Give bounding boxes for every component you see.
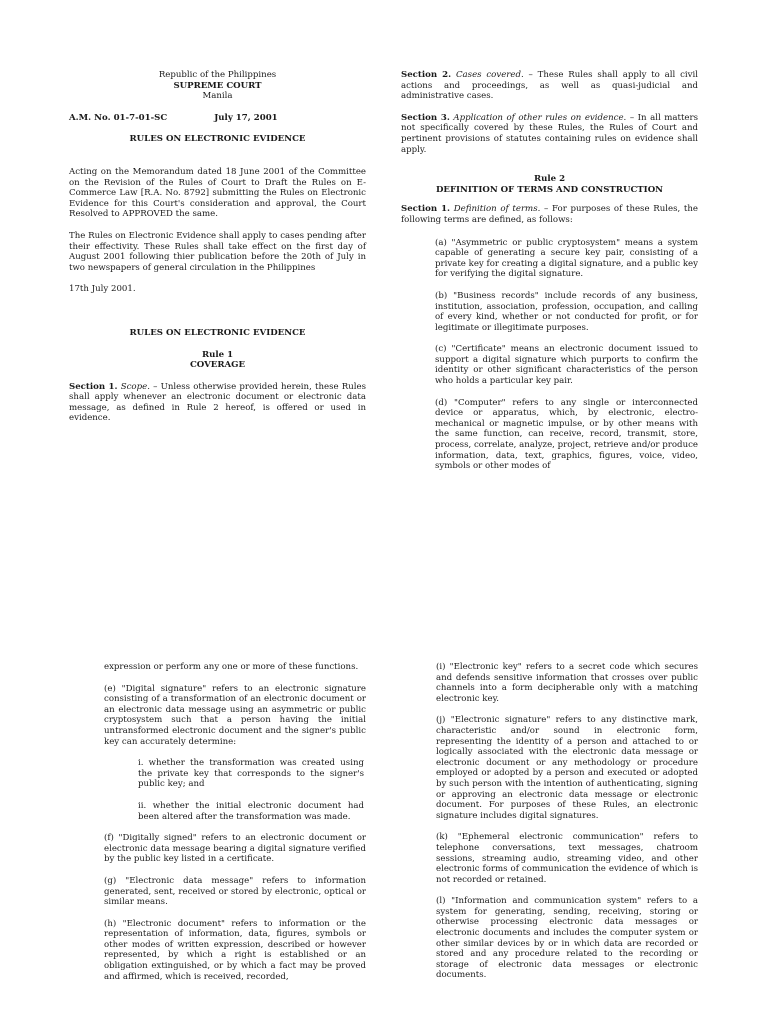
am-date: July 17, 2001 [214, 112, 278, 123]
header-court: SUPREME COURT [173, 80, 262, 91]
definition-d-continued: expression or perform any one or more of these functions. [104, 662, 359, 672]
page-2-right-column [436, 662, 698, 981]
effectivity-paragraph: The Rules on Electronic Evidence shall apply to cases pending after their effectivity. These Rules shall take effect on the first day of August 2001 following thier publication before the 20th of July in two newspapers of general circulation in the Philippines [69, 230, 366, 273]
page-2-left-column [104, 662, 366, 982]
section-heading: Definition of terms. [453, 204, 541, 215]
definition-c: (c) "Certificate" means an electronic document issued to support a digital signature which purports to confirm the identity or other significant characteristics of the person who holds a particular key pair. [435, 344, 698, 387]
section-text: – Unless otherwise provided herein, these Rules shall apply whenever an electronic document or electronic data message, as defined in Rule 2 hereof, is offered or used in evidence. [69, 381, 367, 424]
definition-e: (e) "Digital signature" refers to an electronic signature consisting of a transformation of an electronic document or an electronic data message using an asymmetric or public cryptosystem such that a person having the initial untransformed electronic document and the signer's public key can accurately determine: [104, 683, 366, 747]
am-line [69, 113, 366, 124]
section-heading: Cases covered. [455, 70, 524, 80]
section-2-cases [401, 70, 698, 102]
section-heading: Application of other rules on evidence. [453, 112, 627, 123]
header-republic: Republic of the Philippines [158, 70, 277, 80]
definition-b: (b) "Business records" include records of any business, institution, association, profession, occupation, and calling of every kind, whether or not conducted for profit, or for legitimate or illegitimate purposes. [435, 290, 698, 333]
definition-d: (d) "Computer" refers to any single or interconnected device or apparatus, which, by electronic, electro-mechanical or magnetic impulse, or by other means with the same function, can receive, record, transmit, store, process, correlate, analyze, project, retrieve and/or produce information, data, text, graphics, figures, voice, video, symbols or other modes of [435, 397, 698, 472]
rule-1-label: Rule 1 [201, 349, 234, 360]
section-label: Section 3. [401, 112, 450, 123]
definition-h: (h) "Electronic document" refers to information or the representation of information, data, figures, symbols or other modes of written expression, described or however represented, by which a right is established or an obligation extinguished, or by which a fact may be proved and affirmed, which is received, recorded, [104, 918, 366, 982]
page-2 [0, 660, 768, 1024]
definition-k: (k) "Ephemeral electronic communication" refers to telephone conversations, text messages, chatroom sessions, streaming audio, streaming video, and other electronic forms of communication the evidence of which is not recorded or retained. [436, 832, 698, 885]
rules-title: RULES ON ELECTRONIC EVIDENCE [129, 327, 306, 338]
definition-a: (a) "Asymmetric or public cryptosystem" means a system capable of generating a secure key pair, consisting of a private key for creating a digital signature, and a public key for verifying the digital signature. [435, 237, 698, 280]
section-label: Section 2. [401, 70, 452, 80]
rule-2-title: DEFINITION OF TERMS AND CONSTRUCTION [435, 184, 664, 195]
section-text: – For purposes of these Rules, the following terms are defined, as follows: [401, 204, 698, 225]
resolution-paragraph: Acting on the Memorandum dated 18 June 2001 of the Committee on the Revision of the Rules of Court to Draft the Rules on E-Commerce Law [R.A. No. 8792] submitting the Rules on Electronic Evidence for this Court's consideration and approval, the Court Resolved to APPROVED the same. [69, 166, 366, 220]
header-city: Manila [202, 91, 233, 102]
definition-f: (f) "Digitally signed" refers to an electronic document or electronic data message bearing a digital signature verified by the public key listed in a certificate. [104, 833, 366, 865]
definition-j: (j) "Electronic signature" refers to any distinctive mark, characteristic and/or sound in electronic form, representing the identity of a person and attached to or logically associated with the electronic data message or electronic document or any methodology or procedure employed or adopted by a person and executed or adopted by such person with the intention of authenticating, signing or approving an electronic data message or electronic document. For purposes of these Rules, an electronic signature includes digital signatures. [436, 715, 698, 821]
definition-l: (l) "Information and communication system" refers to a system for generating, sending, receiving, storing or otherwise processing electronic data messages or electronic documents and includes the computer system or other similar devices by or in which data are recorded or stored and any procedure related to the recording or storage of electronic data messages or electronic documents. [436, 896, 698, 981]
page-1-right-column [401, 70, 698, 472]
section-text: – In all matters not specifically covered by these Rules, the Rules of Court and pertinent provisions of statutes containing rules on evidence shall apply. [401, 112, 698, 155]
section-heading: Scope. [120, 381, 150, 392]
section-1-scope [69, 382, 366, 424]
section-3-application [401, 113, 698, 155]
definition-e-ii: ii. whether the initial electronic document had been altered after the transformation was made. [138, 800, 364, 822]
section-label: Section 1. [401, 204, 451, 215]
rule-1-title: COVERAGE [189, 360, 246, 371]
section-text: – These Rules shall apply to all civil actions and proceedings, as well as quasi-judicial and administrative cases. [401, 70, 698, 102]
definition-i: (i) "Electronic key" refers to a secret code which secures and defends sensitive information that crosses over public channels into a form decipherable only with a matching electronic key. [436, 662, 698, 704]
definition-e-i: i. whether the transformation was created using the private key that corresponds to the signer's public key; and [138, 758, 364, 790]
date-line: 17th July 2001. [69, 284, 136, 295]
section-label: Section 1. [69, 381, 118, 392]
definition-g: (g) "Electronic data message" refers to information generated, sent, received or stored by electronic, optical or similar means. [104, 875, 366, 908]
page-1-left-column [69, 70, 366, 424]
am-number: A.M. No. 01-7-01-SC [69, 112, 168, 123]
section-1-definitions [401, 204, 698, 225]
rule-2-label: Rule 2 [533, 174, 566, 185]
document-title: RULES ON ELECTRONIC EVIDENCE [129, 134, 306, 145]
